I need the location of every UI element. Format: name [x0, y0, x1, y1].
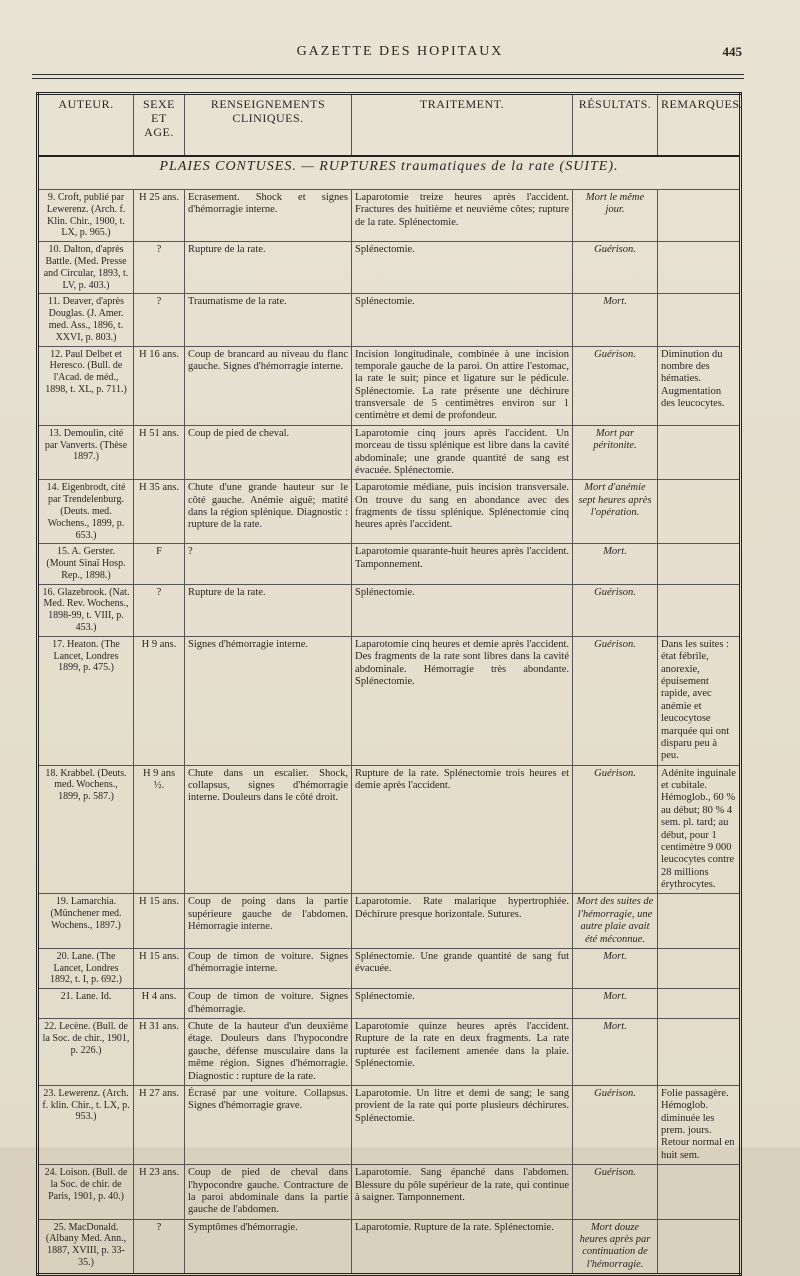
result-cell: Guérison.	[573, 1085, 658, 1164]
case-table	[36, 92, 742, 1276]
sex-age-cell: ?	[134, 294, 185, 346]
remarks-cell	[658, 425, 741, 480]
table-row	[38, 1019, 741, 1086]
running-title: GAZETTE DES HOPITAUX	[296, 44, 504, 59]
sex-age-cell: H 4 ans.	[134, 989, 185, 1019]
author-cell: 19. Lamarchia. (Münchener med. Wochens., 1897.)	[38, 894, 134, 949]
treatment-cell: Splénectomie.	[352, 294, 573, 346]
table-row	[38, 894, 741, 949]
table-row	[38, 1165, 741, 1220]
col-author: AUTEUR.	[38, 94, 134, 157]
result-cell: Mort des suites de l'hémorragie, une autre plaie avait été méconnue.	[573, 894, 658, 949]
running-head	[0, 44, 800, 64]
result-cell: Mort le même jour.	[573, 190, 658, 242]
table-row	[38, 1219, 741, 1275]
treatment-cell: Rupture de la rate. Splénectomie trois heures et demie après l'accident.	[352, 765, 573, 894]
remarks-cell	[658, 948, 741, 988]
author-cell: 11. Deaver, d'après Douglas. (J. Amer. med. Ass., 1896, t. XXVI, p. 803.)	[38, 294, 134, 346]
col-clinical: RENSEIGNEMENTS CLINIQUES.	[185, 94, 352, 157]
treatment-cell: Laparotomie cinq heures et demie après l'accident. Des fragments de la rate sont libres dans la cavité abdominale. Hémorragie très abondante. Splénectomie.	[352, 636, 573, 765]
result-cell: Mort.	[573, 544, 658, 584]
clinical-cell: Coup de pied de cheval.	[185, 425, 352, 480]
remarks-cell	[658, 190, 741, 242]
treatment-cell: Splénectomie.	[352, 584, 573, 636]
author-cell: 16. Glazebrook. (Nat. Med. Rev. Wochens., 1898-99, t. VIII, p. 453.)	[38, 584, 134, 636]
table-row	[38, 765, 741, 894]
result-cell: Mort.	[573, 989, 658, 1019]
clinical-cell: Écrasé par une voiture. Collapsus. Signes d'hémorragie grave.	[185, 1085, 352, 1164]
treatment-cell: Splénectomie.	[352, 242, 573, 294]
table-row	[38, 584, 741, 636]
table-row	[38, 425, 741, 480]
table-row	[38, 346, 741, 425]
result-cell: Mort douze heures après par continuation de l'hémorragie.	[573, 1219, 658, 1275]
sex-age-cell: H 15 ans.	[134, 948, 185, 988]
sex-age-cell: ?	[134, 584, 185, 636]
header-row	[38, 94, 741, 157]
author-cell: 9. Croft, publié par Lewerenz. (Arch. f. Klin. Chir., 1900, t. LX, p. 965.)	[38, 190, 134, 242]
clinical-cell: Symptômes d'hémorragie.	[185, 1219, 352, 1275]
section-title: PLAIES CONTUSES. — RUPTURES traumatiques de la rate (SUITE).	[38, 156, 741, 190]
table-row	[38, 948, 741, 988]
clinical-cell: Rupture de la rate.	[185, 584, 352, 636]
remarks-cell	[658, 544, 741, 584]
remarks-cell: Dans les suites : état fébrile, anorexie, épuisement rapide, avec anémie et leucocytose marquée qui ont disparu peu à peu.	[658, 636, 741, 765]
remarks-cell	[658, 1165, 741, 1220]
table-row	[38, 242, 741, 294]
author-cell: 20. Lane. (The Lancet, Londres 1892, t. I, p. 692.)	[38, 948, 134, 988]
result-cell: Mort.	[573, 948, 658, 988]
clinical-cell: Coup de timon de voiture. Signes d'hémorragie interne.	[185, 948, 352, 988]
author-cell: 10. Dalton, d'après Battle. (Med. Presse and Circular, 1893, t. LV, p. 403.)	[38, 242, 134, 294]
clinical-cell: Traumatisme de la rate.	[185, 294, 352, 346]
col-treatment: TRAITEMENT.	[352, 94, 573, 157]
result-cell: Mort d'anémie sept heures après l'opération.	[573, 480, 658, 544]
sex-age-cell: H 16 ans.	[134, 346, 185, 425]
result-cell: Mort par péritonite.	[573, 425, 658, 480]
author-cell: 21. Lane. Id.	[38, 989, 134, 1019]
treatment-cell: Laparotomie quarante-huit heures après l'accident. Tamponnement.	[352, 544, 573, 584]
remarks-cell	[658, 294, 741, 346]
result-cell: Guérison.	[573, 1165, 658, 1220]
sex-age-cell: H 9 ans.	[134, 636, 185, 765]
remarks-cell: Folie passagère. Hémoglob. diminuée les prem. jours. Retour normal en huit sem.	[658, 1085, 741, 1164]
author-cell: 25. MacDonald. (Albany Med. Ann., 1887, XVIII, p. 33-35.)	[38, 1219, 134, 1275]
sex-age-cell: ?	[134, 242, 185, 294]
section-title-row	[38, 156, 741, 190]
clinical-cell: Chute de la hauteur d'un deuxième étage. Douleurs dans l'hypocondre gauche, défense musculaire dans la même région. Signes d'hémorragie. Diagnostic : rupture de la rate.	[185, 1019, 352, 1086]
author-cell: 12. Paul Delbet et Heresco. (Bull. de l'Acad. de méd., 1898, t. XL, p. 711.)	[38, 346, 134, 425]
treatment-cell: Laparotomie quinze heures après l'accident. Rupture de la rate en deux fragments. La rate rupturée est facilement amenée dans la plaie. Splénectomie.	[352, 1019, 573, 1086]
remarks-cell	[658, 1019, 741, 1086]
clinical-cell: Rupture de la rate.	[185, 242, 352, 294]
remarks-cell	[658, 894, 741, 949]
sex-age-cell: H 25 ans.	[134, 190, 185, 242]
treatment-cell: Laparotomie. Sang épanché dans l'abdomen. Blessure du pôle supérieur de la rate, qui continue à saigner. Tamponnement.	[352, 1165, 573, 1220]
treatment-cell: Incision longitudinale, combinée à une incision temporale gauche de la paroi. On attire l'estomac, la rate le suit; pince et ligature sur le pédicule. Splénectomie. La rate présente une déchirure transversale de 5 centimètres environ sur 1 centimètre et demi de profondeur.	[352, 346, 573, 425]
remarks-cell: Diminution du nombre des hématies. Augmentation des leucocytes.	[658, 346, 741, 425]
remarks-cell	[658, 480, 741, 544]
sex-age-cell: ?	[134, 1219, 185, 1275]
header-rule-top	[32, 74, 744, 75]
table-row	[38, 294, 741, 346]
remarks-cell	[658, 989, 741, 1019]
header-rule-bottom	[32, 78, 744, 79]
table-row	[38, 190, 741, 242]
clinical-cell: Coup de timon de voiture. Signes d'hémorragie.	[185, 989, 352, 1019]
sex-age-cell: F	[134, 544, 185, 584]
remarks-cell	[658, 1219, 741, 1275]
result-cell: Guérison.	[573, 636, 658, 765]
table-row	[38, 989, 741, 1019]
sex-age-cell: H 15 ans.	[134, 894, 185, 949]
clinical-cell: Coup de brancard au niveau du flanc gauche. Signes d'hémorragie interne.	[185, 346, 352, 425]
clinical-cell: Signes d'hémorragie interne.	[185, 636, 352, 765]
table-row	[38, 480, 741, 544]
page-number: 445	[722, 44, 742, 59]
col-results: RÉSULTATS.	[573, 94, 658, 157]
treatment-cell: Splénectomie.	[352, 989, 573, 1019]
table-row	[38, 636, 741, 765]
treatment-cell: Laparotomie. Un litre et demi de sang; le sang provient de la rate qui porte plusieurs déchirures. Splénectomie.	[352, 1085, 573, 1164]
sex-age-cell: H 9 ans ½.	[134, 765, 185, 894]
result-cell: Guérison.	[573, 765, 658, 894]
result-cell: Mort.	[573, 1019, 658, 1086]
clinical-cell: Coup de poing dans la partie supérieure gauche de l'abdomen. Hémorragie interne.	[185, 894, 352, 949]
sex-age-cell: H 51 ans.	[134, 425, 185, 480]
author-cell: 13. Demoulin, cité par Vanverts. (Thèse 1897.)	[38, 425, 134, 480]
treatment-cell: Splénectomie. Une grande quantité de sang fut évacuée.	[352, 948, 573, 988]
author-cell: 15. A. Gerster. (Mount Sinaï Hosp. Rep., 1898.)	[38, 544, 134, 584]
treatment-cell: Laparotomie. Rate malarique hypertrophiée. Déchirure presque horizontale. Sutures.	[352, 894, 573, 949]
table-row	[38, 1085, 741, 1164]
treatment-cell: Laparotomie cinq jours après l'accident. Un morceau de tissu splénique est libre dans la cavité abdominale; une grande quantité de sang est évacuée. Splénectomie.	[352, 425, 573, 480]
clinical-cell: ?	[185, 544, 352, 584]
result-cell: Guérison.	[573, 346, 658, 425]
sex-age-cell: H 23 ans.	[134, 1165, 185, 1220]
author-cell: 24. Loison. (Bull. de la Soc. de chir. de Paris, 1901, p. 40.)	[38, 1165, 134, 1220]
author-cell: 23. Lewerenz. (Arch. f. klin. Chir., t. LX, p. 953.)	[38, 1085, 134, 1164]
sex-age-cell: H 27 ans.	[134, 1085, 185, 1164]
remarks-cell	[658, 584, 741, 636]
result-cell: Guérison.	[573, 584, 658, 636]
result-cell: Mort.	[573, 294, 658, 346]
table-row	[38, 544, 741, 584]
treatment-cell: Laparotomie médiane, puis incision transversale. On trouve du sang en abondance avec des fragments de tissu splénique. Splénectomie cinq heures après l'accident.	[352, 480, 573, 544]
remarks-cell	[658, 242, 741, 294]
clinical-cell: Chute d'une grande hauteur sur le côté gauche. Anémie aiguë; matité dans la région splénique. Diagnostic : rupture de la rate.	[185, 480, 352, 544]
clinical-cell: Coup de pied de cheval dans l'hypocondre gauche. Contracture de la paroi abdominale dans la partie gauche de l'abdomen.	[185, 1165, 352, 1220]
treatment-cell: Laparotomie. Rupture de la rate. Splénectomie.	[352, 1219, 573, 1275]
author-cell: 14. Eigenbrodt, cité par Trendelenburg. (Deuts. med. Wochens., 1899, p. 653.)	[38, 480, 134, 544]
clinical-cell: Ecrasement. Shock et signes d'hémorragie interne.	[185, 190, 352, 242]
sex-age-cell: H 31 ans.	[134, 1019, 185, 1086]
result-cell: Guérison.	[573, 242, 658, 294]
col-sex-age: SEXE ET AGE.	[134, 94, 185, 157]
author-cell: 22. Lecène. (Bull. de la Soc. de chir., 1901, p. 226.)	[38, 1019, 134, 1086]
treatment-cell: Laparotomie treize heures après l'accident. Fractures des huitième et neuvième côtes; rupture de la rate. Splénectomie.	[352, 190, 573, 242]
author-cell: 17. Heaton. (The Lancet, Londres 1899, p. 475.)	[38, 636, 134, 765]
clinical-cell: Chute dans un escalier. Shock, collapsus, signes d'hémorragie interne. Douleurs dans le côté droit.	[185, 765, 352, 894]
col-remarks: REMARQUES.	[658, 94, 741, 157]
remarks-cell: Adénite inguinale et cubitale. Hémoglob., 60 % au début; 80 % 4 sem. pl. tard; au début, pour 1 centimètre 9 000 leucocytes contre 28 millions érythrocytes.	[658, 765, 741, 894]
author-cell: 18. Krabbel. (Deuts. med. Wochens., 1899, p. 587.)	[38, 765, 134, 894]
sex-age-cell: H 35 ans.	[134, 480, 185, 544]
